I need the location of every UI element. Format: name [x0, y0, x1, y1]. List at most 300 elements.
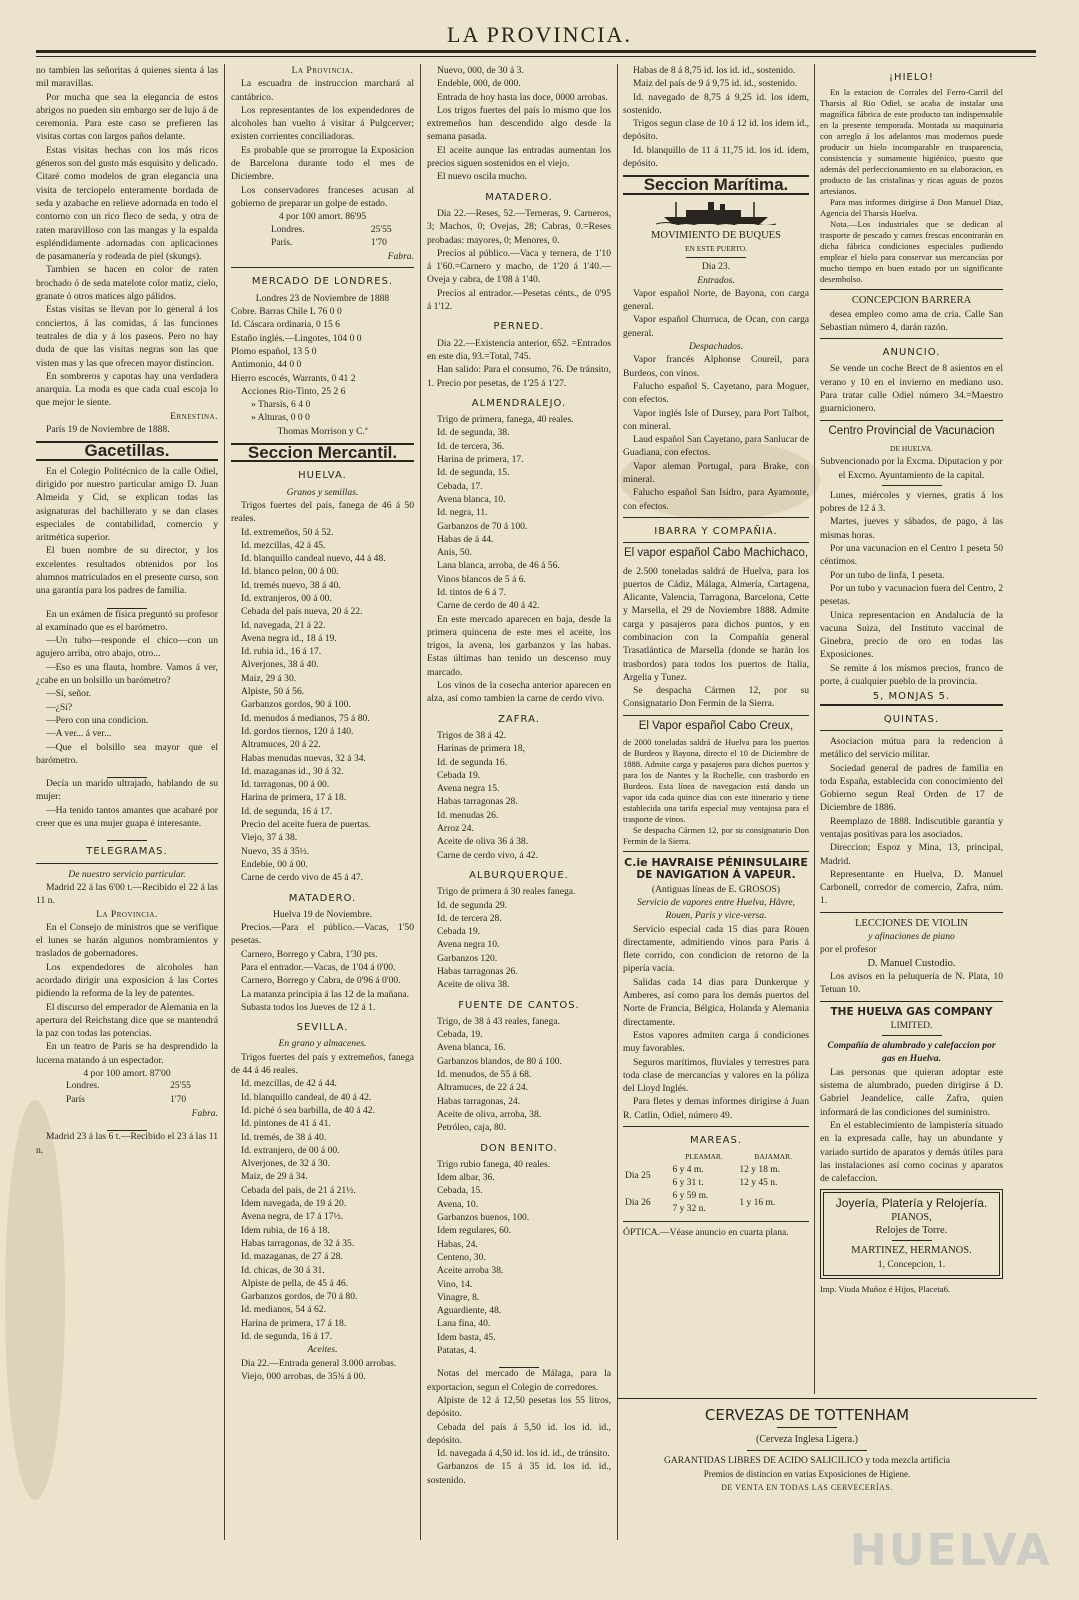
list-item: Vapor aleman Portugal, para Brake, con mineral. — [623, 460, 809, 486]
column-4 — [623, 64, 809, 1394]
aceites-subheading: Aceites. — [307, 1344, 338, 1356]
rule — [820, 289, 1003, 290]
benito-heading: DON BENITO. — [480, 1142, 558, 1154]
dialogue-line: —Pero con una condicion. — [46, 714, 149, 726]
machichaco-text: de 2.500 toneladas saldrá de Huelva, para los puertos de Cádiz, Málaga, Almería, Cartagena, Alicante, Valencia, Tarragona, Barcelona, Cette y Marsella, el 29 de Noviembre 1888. Admite carga y pasajeros para dichos puntos, y en combinacion con la Compañía general Trasatlántica de Marsella (donde se harán los trasbordos) para todos los puertos de Italia, Argelia y Tunez. — [623, 565, 809, 683]
list-item: Se remite á los mismos precios, franco de porte, á cualquier pueblo de la provincia. — [820, 662, 1003, 688]
telegram-paragraph: El discurso del emperador de Alemania en la apertura del Reichstang dice que se mantendrá la paz con todas las potencias. — [36, 1001, 218, 1040]
machichaco-heading: El vapor español Cabo Machichaco, — [623, 547, 809, 560]
list-item: Lana blanca, arroba, de 46 á 56. — [437, 560, 560, 572]
gas-heading: THE HUELVA GAS COMPANY — [830, 1005, 993, 1018]
top-rule-thin — [36, 56, 1036, 57]
gas-sub: Compañía de alumbrado y calefaccion por gas en Huelva. — [827, 1040, 996, 1065]
list-item: Habas tarragonas 28. — [437, 796, 518, 808]
bajamar-2: 12 y 45 n. — [739, 1177, 778, 1188]
cervezas-title: CERVEZAS DE TOTTENHAM — [704, 1406, 910, 1424]
list-item: Habas, 24. — [437, 1238, 478, 1250]
mercado-item: » Alturas, 0 0 0 — [251, 412, 310, 424]
creux-text: de 2000 toneladas saldrá de Huelva para los puertos de Burdeos y Bayona, directo el 10 de Diciembre de 1888. Admite carga y pasajeros para dichos puertos y para los de Nantes y la Rochelle, con trasbordo en Burdeos. Esta línea de navegacion está dando un vapor ida cada quince dias con este itinerario y tiene establecida una tarifa especial muy ventajosa para el trasporte de vinos. — [623, 737, 809, 825]
list-item: Nuevo, 35 á 35½. — [241, 845, 310, 857]
exchange-value: 1'70 — [370, 237, 387, 248]
matadero-heading: MATADERO. — [485, 191, 553, 203]
list-item: Id. mezcillas, de 42 á 44. — [241, 1078, 337, 1090]
list-item: Reemplazo de 1888. Indiscutible garantía y ventajas positivas para los asociados. — [820, 815, 1003, 840]
list-item: Falucho español S. Cayetano, para Moguer, con efectos. — [623, 380, 809, 406]
list-item: Id. navegada, 21 á 22. — [241, 619, 326, 631]
column-rule — [617, 64, 618, 1540]
list-item: Seguros marítimos, fluviales y terrestres para toda clase de mercancías y valores en la póliza del Lloyd Inglés. — [623, 1056, 809, 1095]
top-rule — [36, 50, 1036, 53]
list-item: Centeno, 30. — [437, 1251, 486, 1263]
ibarra-heading: IBARRA Y COMPAÑIA. — [654, 525, 778, 537]
list-item: Idem basta, 45. — [437, 1331, 496, 1343]
list-item: Id. mazaganas id., 30 á 32. — [241, 765, 344, 777]
telegram-paragraph: Es probable que se prorrogue la Exposicion de Barcelona durante todo el mes de Diciembre. — [231, 144, 414, 183]
column-rule — [420, 64, 421, 1540]
separator — [36, 832, 218, 838]
rule — [623, 851, 809, 852]
list-item: Trigo rubio fanega, 40 reales. — [437, 1158, 551, 1170]
list-item: Id. menudos, de 55 á 68. — [437, 1069, 532, 1081]
dialogue-line: —¿Sí? — [46, 701, 73, 713]
matadero-date: Huelva 19 de Noviembre. — [272, 908, 373, 920]
telegramas-heading: TELEGRAMAS. — [86, 846, 168, 858]
list-item: Dia 22.—Reses, 52.—Terneras, 9. Carneros, 3; Machos, 0; Ovejas, 28; Cabras, 0.=Reses probadas: mayores, 0; Menores, 0. — [427, 207, 611, 246]
list-item: Por un tubo de linfa, 1 peseta. — [830, 569, 945, 581]
machichaco-despacho: Se despacha Cármen 12, por su Consignatario Don Fermin de la Sierra. — [623, 685, 809, 710]
list-item: Garbanzos de 15 á 35 id. los id. id., sostenido. — [427, 1461, 611, 1486]
list-item: Las personas que quieran adoptar este sistema de alumbrado, pueden dirigirse á D. Gabriel Jeandelice, calle Zafra, quien informará de las condiciones del suministro. — [820, 1066, 1003, 1118]
gacetilla-paragraph: En el Colegio Politécnico de la calle Odiel, dirigido por nuestro particular amigo D. Juan Almeida y Cid, se explican todas las asignaturas del bachillerato y se dan clases especiales de contabilidad, comercio y aritmética superior. — [36, 465, 218, 544]
rule — [686, 257, 746, 258]
list-item: Id. chicas, de 30 á 31. — [241, 1264, 325, 1276]
list-item: Asociacion mútua para la redencion á metálico del servicio militar. — [820, 735, 1003, 761]
list-item: Id. menudas 26. — [437, 809, 499, 821]
telegram-paragraph: En un teatro de Paris se ha desprendido la lucerna matando á un espectador. — [36, 1041, 218, 1066]
rule — [231, 267, 414, 268]
separator — [427, 1359, 611, 1365]
list-item: Id. rubia id., 16 á 17. — [241, 646, 322, 658]
huelva-heading: HUELVA. — [298, 470, 347, 482]
list-item: Vinos blancos de 5 á 6. — [437, 573, 526, 585]
column-rule — [814, 64, 815, 1394]
list-item: Aceite de oliva, arroba, 38. — [437, 1108, 542, 1120]
list-item: Viejo, 000 arrobas, de 35¾ á 00. — [241, 1370, 366, 1382]
bajamar-1: 12 y 18 m. — [739, 1164, 781, 1175]
havraise-servicio: Servicio de vapores entre Huelva, Hâvre, Rouen, Paris y vice-versa. — [637, 896, 795, 922]
anuncio-text: Se vende un coche Brect de 8 asientos en el verano y 10 en el invierno en mediano uso. Para tratar calle Odiel número 34.=Maestro guarnicionero. — [820, 363, 1003, 415]
list-item: Sociedad general de padres de familia en toda España, establecida con conocimiento del Gobierno segun Real Orden de 17 de Diciembre de 1886. — [820, 762, 1003, 814]
cervezas-line2: Premios de distincion en varias Exposiciones de Higiene. — [703, 1469, 911, 1479]
zafra-list — [427, 729, 611, 862]
list-item: Alverjones, de 32 á 30. — [241, 1158, 330, 1170]
article-paragraph: Estas visitas hechas con los más ricos géneros son del gusto más esquisito y delicado. Citaré como modelos de gran elegancia una visita de terciopelo enteramente bordada de seda y azabache en relieve adornada en todo el contorno con un rico fleco de seda, y otra de raten maravilloso con las mangas y la espalda espléndidamente adornadas con aplicaciones de pasamanería y rodeada de piel (skungs). — [36, 144, 218, 263]
sevilla-list — [231, 1051, 414, 1344]
rule — [623, 1126, 809, 1127]
rule — [820, 1001, 1003, 1002]
hielo-text: En la estacion de Corrales del Ferro-Carril del Tharsis al Rio Odiel, se acaba de instalar una magnífica fábrica de este producto tan indispensable en la presente temporada. Montada su maquinaria con arreglo á los adelantos mas modernos puede producir un hielo incomparable en trasparencia, consistencia y sumamente higiénico, puesto que además del perfeccionamiento en su elaboracion, es producto de las cristalinas y ricas aguas de pozos artesianos. — [820, 87, 1003, 197]
list-item: Nuevo, 000, de 30 á 3. — [437, 65, 524, 76]
list-item: Idem albar, 36. — [437, 1172, 495, 1184]
list-item: Precios al público.—Vaca y ternera, de 1'10 á 1'60.=Carnero y macho, de 1'20 á 1'40.—Oveja y cabra, de 1'08 á 1'40. — [427, 247, 611, 286]
list-item: La matanza principia á las 12 de la mañana. — [241, 988, 410, 1000]
granos-subheading: Granos y semillas. — [286, 486, 359, 498]
list-item: Id. negra, 11. — [437, 507, 488, 519]
fuente-heading: FUENTE DE CANTOS. — [458, 999, 580, 1011]
telegram-paragraph: La escuadra de instruccion marchará al cantábrico. — [231, 78, 414, 103]
ad-rule — [617, 1398, 1037, 1399]
alburquerque-list — [427, 885, 611, 991]
monjas-address: 5, MONJAS 5. — [820, 690, 1003, 705]
rule — [820, 338, 1003, 339]
mercado-item: Cobre. Barras Chile L 76 0 0 — [231, 306, 342, 318]
list-item: Id. blanco pelon, 00 á 00. — [241, 566, 339, 578]
list-item: Para fletes y demas informes dirigirse á Juan R. Catlin, Odiel, número 49. — [623, 1096, 809, 1121]
violin-text: Los avisos en la peluquería de N. Plata, 10 Tetuan 10. — [820, 970, 1003, 996]
cervezas-line3: DE VENTA EN TODAS LAS CERVECERÍAS. — [721, 1483, 893, 1492]
list-item: Id. de segunda, 16 á 17. — [241, 1331, 333, 1343]
list-item: Alverjones, 38 á 40. — [241, 659, 319, 671]
pleamar-1: 6 y 59 m. — [672, 1191, 709, 1202]
entrados-list — [623, 287, 809, 340]
hielo-heading: ¡HIELO! — [889, 72, 934, 83]
list-item: Id. navegada á 4,50 id. los id. id., de tránsito. — [437, 1448, 610, 1460]
matadero-list — [231, 921, 414, 1014]
fashion-article — [36, 64, 218, 436]
quintas-list — [820, 735, 1003, 908]
list-item: Por una vacunacion en el Centro 1 peseta 50 céntimos. — [820, 543, 1003, 568]
joyeria-title: Joyería, Platería y Relojería. — [835, 1196, 988, 1211]
list-item: Maiz del país de 9 á 9,75 id. id., sostenido. — [633, 78, 798, 90]
list-item: Patatas, 4. — [437, 1345, 477, 1357]
rule — [36, 863, 218, 864]
movimiento-heading: MOVIMIENTO DE BUQUES — [651, 229, 781, 241]
rule — [623, 517, 809, 518]
mercado-item: Hierro escocés, Warrants, 0 41 2 — [231, 372, 356, 384]
list-item: Salidas cada 14 dias para Dunkerque y Amberes, así como para los demás puertos del Norte de Francia, Bélgica, Holanda y Alemania directamente. — [623, 976, 809, 1028]
sevilla-heading: SEVILLA. — [296, 1022, 349, 1034]
list-item: Alpiste, 50 á 56. — [241, 686, 305, 698]
list-item: Endeble, 000, de 000. — [437, 78, 521, 90]
list-item: Endebie, 00 á 00. — [241, 858, 308, 870]
zafra-heading: ZAFRA. — [498, 713, 540, 725]
exchange-value: 1'70 — [170, 1094, 187, 1105]
list-item: Id. mezcillas, 42 á 45. — [241, 539, 326, 551]
gas-list — [820, 1066, 1003, 1186]
list-item: Id. extranjero, de 00 á 00. — [241, 1144, 340, 1156]
list-item: Laud español San Cayetano, para Sanlucar de Guadiana, con efectos. — [623, 434, 809, 459]
maritima-heading: Seccion Marítima. — [623, 175, 809, 194]
huelva-list — [231, 499, 414, 885]
joyeria-ad — [820, 1189, 1003, 1278]
sevilla-subheading: En grano y almacenes. — [278, 1038, 367, 1050]
list-item: Precios al entrador.—Pesetas cénts., de 0'95 á 1'12. — [427, 287, 611, 313]
violin-name: D. Manuel Custodio. — [867, 957, 956, 969]
rule — [623, 715, 809, 716]
mercado-item: Id. Cáscara ordinaria, 0 15 6 — [231, 319, 340, 331]
exchange-table — [36, 1080, 218, 1107]
list-item: Trigos segun clase de 10 á 12 id. los idem id., depósito. — [623, 118, 809, 143]
list-item: Carne de cerdo de 40 á 42. — [437, 600, 540, 612]
mercado-item: Estaño inglés.—Lingotes, 104 0 0 — [231, 332, 362, 344]
separator — [36, 600, 218, 606]
mercado-item: » Tharsis, 6 4 0 — [251, 399, 311, 411]
mareas-cell — [670, 1190, 737, 1217]
concepcion-heading: CONCEPCION BARRERA — [851, 295, 972, 307]
almendralejo-list — [427, 413, 611, 706]
rule — [892, 1240, 932, 1241]
havraise-list — [623, 923, 809, 1122]
malaga-cont-list — [623, 64, 809, 170]
exchange-value: 25'55 — [170, 1081, 191, 1092]
list-item: Para el entrador.—Vacas, de 1'04 á 0'00. — [241, 962, 396, 973]
list-item: Carne de cerdo vivo, á 42. — [437, 849, 538, 861]
mercado-signature: Thomas Morrison y C.ª — [277, 425, 368, 437]
dialogue-line: —Sí, señor. — [46, 688, 92, 700]
telegram-recipient: La Provincia. — [96, 908, 158, 920]
article-paragraph: En sombreros y capotas hay una verdadera anarquía. La moda es que cada cual escoja lo que mejor le siente. — [36, 370, 218, 409]
exchange-label: París — [66, 1094, 85, 1105]
list-item: Viejo, 37 á 38. — [241, 832, 298, 844]
column-1 — [36, 64, 218, 1544]
matadero-list — [427, 207, 611, 313]
havraise-sub: (Antiguas líneas de E. GROSOS) — [651, 883, 781, 895]
creux-despacho: Se despacha Cármen 12, por su consignatario Don Fermin de la Sierra. — [623, 825, 809, 847]
list-item: Id. tremés, de 38 á 40. — [241, 1131, 327, 1143]
perned-heading: PERNED. — [493, 321, 545, 333]
vacunacion-text: Subvencionado por la Excma. Diputacion y por el Excmo. Ayuntamiento de la capital. — [820, 456, 1003, 481]
optica-note: ÓPTICA.—Véase anuncio en cuarta plana. — [623, 1226, 789, 1238]
telegram-header: Madrid 23 á las 6 t.—Recibido el 23 á las 11 n. — [36, 1131, 218, 1156]
despachados-list — [623, 353, 809, 513]
vacunacion-sub: DE HUELVA. — [890, 443, 933, 453]
list-item: Garbanzos blandos, de 80 á 100. — [437, 1055, 562, 1067]
joyeria-address: 1, Concepcion, 1. — [877, 1258, 946, 1270]
article-paragraph: Por mucha que sea la elegancia de estos abrigos no pueden sin embargo ser de lujo á de ceremonia. Para este caso se prefieren las visitas cortas con largos paños delante. — [36, 91, 218, 143]
list-item: Habas tarragonas, de 32 á 35. — [241, 1237, 355, 1249]
article-paragraph: Tambien se hacen en color de raten brochado ó de seda matelote color matiz, cielo, granate ó otros matices algo pálidos. — [36, 264, 218, 303]
article-paragraph: Estas visitas se llevan por lo general á los conciertos, á las comidas, á las funciones teatrales de dia y á los paseos. Pero no hay duda de que las visitas negras son las que visten mas y las que ofrecen mayor distincion. — [36, 304, 218, 369]
list-item: Aceite arroba 38. — [437, 1265, 504, 1277]
list-item: Cebada del país, de 21 á 21½. — [241, 1184, 356, 1196]
list-item: Subasta todos los Jueves de 12 á 1. — [241, 1001, 376, 1013]
list-item: Servicio especial cada 15 dias para Rouen directamente, admitiendo vinos para Paris á flete corrido, con condicion de retorno de la pipería vacía. — [623, 923, 809, 975]
oil-notes — [427, 64, 611, 184]
violin-heading: LECCIONES DE VIOLIN — [855, 917, 968, 929]
pleamar-header: PLEAMAR. — [685, 1152, 723, 1162]
separator — [36, 769, 218, 775]
list-item: Trigos de 38 á 42. — [437, 729, 507, 741]
telegramas-subheading: De nuestro servicio particular. — [68, 868, 186, 880]
telegram-paragraph: En el Consejo de ministros que se verifique el lunes se harán algunos nombramientos y traslados de gobernadores. — [36, 921, 218, 960]
dialogue-line: —Que el bolsillo sea mayor que el barómetro. — [36, 741, 218, 766]
gas-limited: LIMITED. — [890, 1019, 933, 1031]
list-item: Cebada 19. — [437, 926, 481, 938]
list-item: Altramuces, de 22 á 24. — [437, 1082, 529, 1094]
list-item: Precio del aceite fuera de puertas. — [241, 819, 371, 831]
list-item: Lunes, miércoles y viernes, gratis á los pobres de 12 á 3. — [820, 489, 1003, 515]
list-item: Aguardiente, 48. — [437, 1305, 502, 1317]
list-item: Id. mazaganas, de 27 á 28. — [241, 1251, 343, 1263]
list-item: Trigos fuertes del país y extremeños, fanega de 44 á 46 reales. — [231, 1051, 414, 1077]
column-rule — [224, 64, 225, 1540]
list-item: Habas tarragonas, 24. — [437, 1095, 521, 1107]
imprenta-line: Imp. Viuda Muñoz é Hijos, Placeta6. — [820, 1283, 951, 1294]
list-item: Lana fina, 40. — [437, 1318, 491, 1330]
rule — [623, 542, 809, 543]
mareas-day: Dia 25 — [625, 1171, 651, 1182]
rule — [820, 912, 1003, 913]
havraise-heading-2: DE NAVIGATION Á VAPEUR. — [636, 869, 796, 882]
husband-line: Decía un marido ultrajado, hablando de su mujer: — [36, 778, 218, 803]
dialogue-line: En un exámen de física preguntó su profesor al examinado que es el barómetro. — [36, 608, 218, 633]
mareas-empty-cell — [623, 1150, 670, 1163]
list-item: Direccion; Espoz y Mina, 13, principal, Madrid. — [820, 842, 1003, 867]
pleamar-1: 6 y 4 m. — [672, 1164, 704, 1175]
list-item: Garbanzos gordos, de 70 á 80. — [241, 1291, 358, 1303]
list-item: Cebada, 19. — [437, 1029, 483, 1041]
list-item: Altramuces, 20 á 22. — [241, 739, 321, 751]
rule — [820, 420, 1003, 421]
mareas-heading: MAREAS. — [689, 1135, 743, 1146]
list-item: Cebada del país á 5,50 id. los id. id., depósito. — [427, 1421, 611, 1446]
list-item: Dia 22.—Entrada general 3.000 arrobas. — [241, 1357, 397, 1369]
entrados-heading: Entrados. — [697, 274, 735, 286]
mareas-table — [623, 1150, 809, 1216]
list-item: Garbanzos de 70 á 100. — [437, 520, 528, 532]
list-item: Vapor francés Alphonse Coureil, para Burdeos, con vinos. — [623, 354, 809, 379]
list-item: Los trigos fuertes del país lo mismo que los extremeños han descendido algo desde la semana pasada. — [427, 104, 611, 143]
mareas-day: Dia 26 — [625, 1197, 651, 1208]
list-item: Cebada, 17. — [437, 480, 483, 492]
exchange-label: Londres. — [66, 1081, 100, 1092]
list-item: Garbanzos buenos, 100. — [437, 1212, 530, 1224]
list-item: Id. medianos, 54 á 62. — [241, 1304, 326, 1316]
mercado-londres-heading: MERCADO DE LONDRES. — [251, 276, 394, 288]
mercado-list — [231, 305, 414, 425]
violin-sub: y afinaciones de piano — [868, 931, 955, 943]
list-item: Id. navegado de 8,75 á 9,25 id. los idem, sostenido. — [623, 91, 809, 116]
exchange-label: Londres. — [271, 224, 305, 235]
column-2 — [231, 64, 414, 1544]
list-item: Avena negra, de 17 á 17½. — [241, 1211, 344, 1223]
benito-list — [427, 1158, 611, 1357]
list-item: Avena blanca, 16. — [437, 1042, 506, 1054]
list-item: Habas tarragonas 26. — [437, 966, 518, 977]
vacunacion-heading: Centro Provincial de Vacunacion — [828, 424, 995, 437]
list-item: Representante en Huelva, D. Manuel Carbonell, corredor de comercio, Zafra, núm. 1. — [820, 868, 1003, 907]
list-item: Id. tarragonas, 00 á 00. — [241, 779, 330, 791]
creux-heading: El Vapor español Cabo Creux, — [638, 719, 794, 732]
list-item: Id. de tercera 28. — [437, 912, 502, 924]
joyeria-owners: MARTINEZ, HERMANOS. — [851, 1245, 972, 1257]
telegram-recipient: La Provincia. — [291, 65, 354, 76]
pleamar-2: 7 y 32 n. — [672, 1204, 706, 1215]
list-item: Idem navegada, de 19 á 20. — [241, 1198, 347, 1210]
list-item: Avena blanca, 10. — [437, 493, 506, 505]
anuncio-heading: ANUNCIO. — [882, 347, 941, 359]
havraise-heading: C.ie HAVRAISE PÉNINSULAIRE — [624, 856, 808, 870]
concepcion-text: desea empleo como ama de cria. Calle San Sebastian número 4, darán razón. — [820, 308, 1003, 333]
list-item: Id. blanquillo candeal nuevo, 44 á 48. — [241, 553, 386, 565]
list-item: Id. extremeños, 50 á 52. — [241, 526, 334, 538]
list-item: Id. de segunda, 16 á 17. — [241, 805, 333, 817]
list-item: Id. menudos á medianos, 75 á 80. — [241, 712, 370, 724]
list-item: Trigo, de 38 á 43 reales, fanega. — [437, 1015, 560, 1027]
list-item: Carnero, Borrego y Cabra, de 0'96 á 0'00. — [241, 975, 401, 987]
malaga-list — [427, 1367, 611, 1487]
list-item: Trigos fuertes del país, fanega de 46 á 50 reales. — [231, 499, 414, 525]
list-item: Vapor español Norte, de Bayona, con carga general. — [623, 287, 809, 313]
list-item: Id. blanquillo candeal, de 40 á 42. — [241, 1091, 372, 1103]
aceites-list — [231, 1357, 414, 1384]
list-item: Harina de primera, 17 á 18. — [241, 792, 347, 804]
gacetilla-paragraph: El buen nombre de su director, y los excelentes resultados obtenidos por los alumnos matriculados en el presente curso, son una garantía para los padres de familia. — [36, 545, 218, 597]
column-3 — [427, 64, 611, 1544]
perned-list — [427, 337, 611, 390]
list-item: Habas de á 44. — [437, 533, 494, 545]
list-item: Alpiste de pella, de 45 á 46. — [241, 1277, 349, 1289]
list-item: Avena negra 10. — [437, 939, 500, 951]
list-item: El aceite aunque las entradas aumentan los precios siguen sostenidos en el viejo. — [427, 144, 611, 170]
list-item: Los vinos de la cosecha anterior aparecen en alza, así como tambien la carne de cerdo vivo. — [427, 680, 611, 705]
list-item: Habas menudas nuevas, 32 á 34. — [241, 752, 366, 764]
cervezas-line1: GARANTIDAS LIBRES DE ACIDO SALICILICO y toda mezcla artificia — [663, 1456, 950, 1466]
list-item: Habas de 8 á 8,75 id. los id. id., sostenido. — [633, 65, 796, 76]
hielo-info: Para mas informes dirigirse á Don Manuel Diaz, Agencia del Tharsis Huelva. — [820, 197, 1003, 219]
violin-prof: por el profesor — [820, 944, 877, 956]
mercado-item: Acciones Rio-Tinto, 25 2 6 — [241, 385, 346, 397]
list-item: Carne de cerdo vivo de 45 á 47. — [241, 872, 364, 884]
list-item: Id. de segunda 16. — [437, 756, 508, 768]
list-item: Aceite de oliva 38. — [437, 979, 510, 991]
list-item: Por un tubo y vacunacion fuera del Centro, 2 pesetas. — [820, 582, 1003, 608]
list-item: Han salido: Para el consumo, 76. De tránsito, 1. Precio por pesetas, de 1'25 á 1'27. — [427, 364, 611, 389]
bajamar-header: BAJAMAR. — [754, 1152, 793, 1162]
telegram-paragraph: Los representantes de los expendedores de alcoholes han vuelto á visitar á Pulgcerver; existen corrientes conciliadoras. — [231, 104, 414, 143]
list-item: Arroz 24. — [437, 823, 474, 835]
list-item: Id. de tercera, 36. — [437, 440, 505, 452]
column-5 — [820, 64, 1003, 1394]
list-item: Garbanzos 120. — [437, 952, 498, 964]
list-item: Harina de primera, 17. — [437, 454, 524, 466]
list-item: Harinas de primera 18, — [437, 743, 525, 755]
matadero-heading: MATADERO. — [288, 892, 357, 904]
list-item: Vino, 14. — [437, 1278, 473, 1290]
list-item: En este mercado aparecen en baja, desde la primera quincena de este mes el aceite, los trigos, la avena, los garbanzos y las habas. Estas últimas han tenido un descenso muy marcado. — [427, 613, 611, 678]
gacetillas-heading: Gacetillas. — [36, 441, 218, 460]
quintas-heading: QUINTAS. — [883, 713, 940, 725]
list-item: Id. blanquillo de 11 á 11,75 id. los id. idem, depósito. — [623, 144, 809, 170]
list-item: Avena negra 15. — [437, 783, 500, 795]
list-item: Garbanzos gordos, 90 á 100. — [241, 699, 351, 711]
movimiento-date: Dia 23. — [701, 261, 731, 273]
article-paragraph: no tambien las señoritas á quienes sienta á las mil maravillas. — [36, 65, 218, 90]
movimiento-sub: EN ESTE PUERTO. — [684, 243, 748, 253]
masthead: LA PROVINCIA. — [447, 22, 632, 47]
list-item: El nuevo oscila mucho. — [437, 171, 528, 183]
bajamar-1: 1 y 16 m. — [739, 1197, 776, 1208]
mercado-item: Antimonio, 44 0 0 — [231, 359, 302, 371]
list-item: Vapor español Churruca, de Ocan, con carga general. — [623, 314, 809, 339]
list-item: Id. pintones de 41 á 41. — [241, 1118, 331, 1130]
list-item: Cebada, 15. — [437, 1185, 483, 1197]
list-item: Dia 22.—Existencia anterior, 652. =Entrados en este dia, 93.=Total, 745. — [427, 337, 611, 362]
agency-signature: Fabra. — [191, 1107, 218, 1119]
list-item: Trigo de primera, fanega, 40 reales. — [437, 414, 574, 426]
rule — [882, 1035, 942, 1036]
exchange-table — [231, 224, 414, 251]
